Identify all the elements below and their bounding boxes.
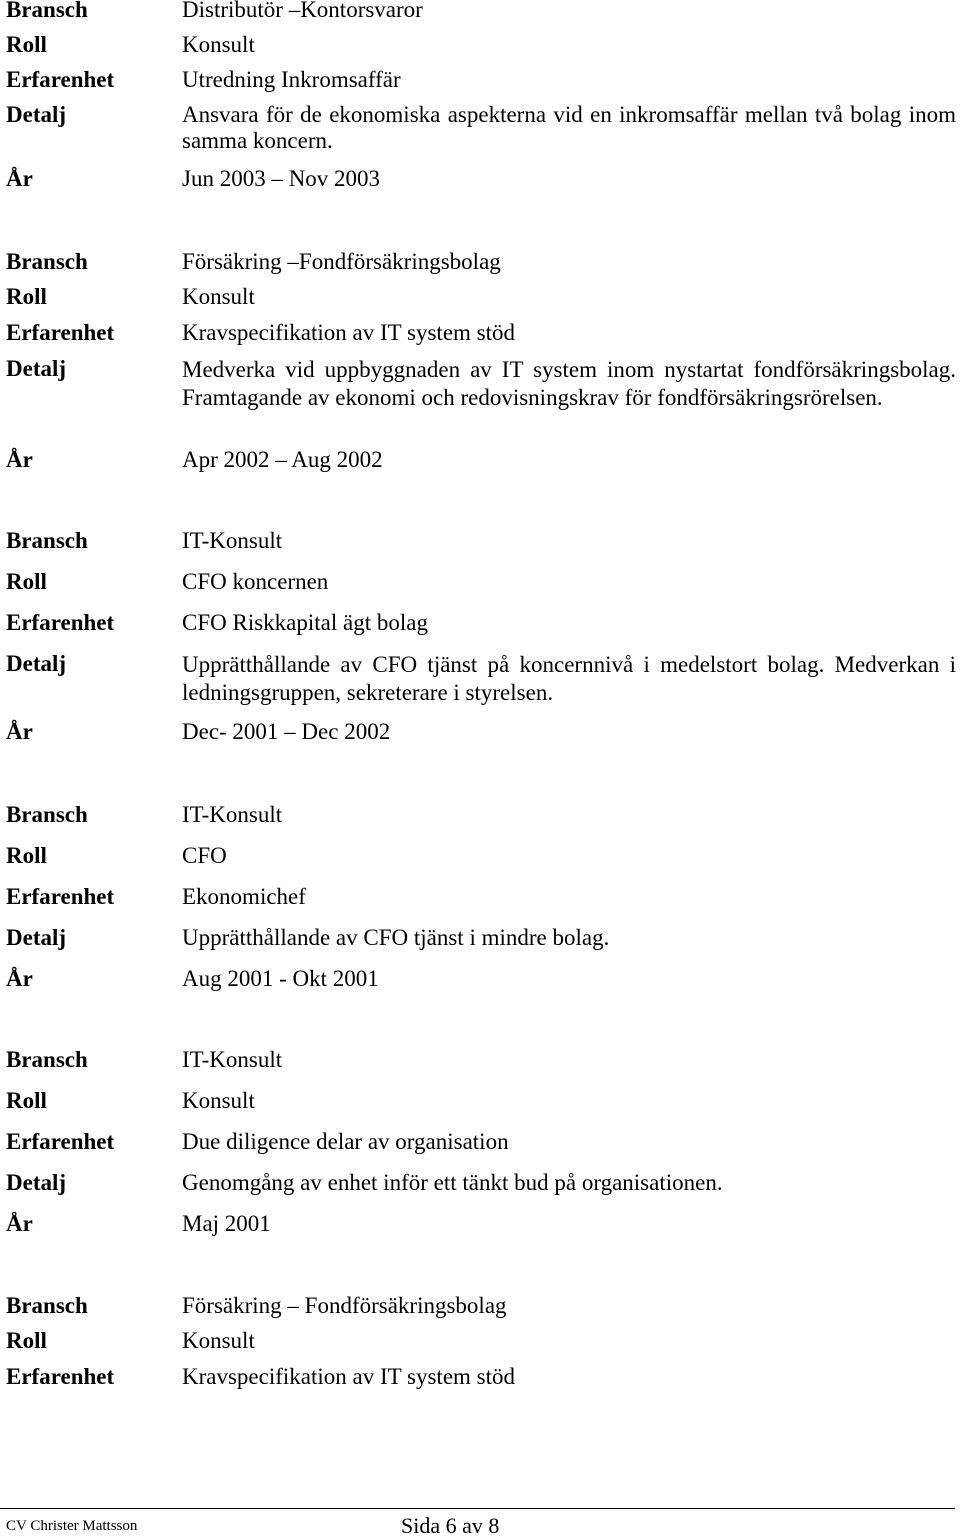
bransch-value: IT-Konsult	[182, 528, 283, 553]
erfarenhet-label: Erfarenhet	[6, 1364, 115, 1389]
bransch-value: Försäkring – Fondförsäkringsbolag	[182, 1293, 507, 1318]
erfarenhet-label: Erfarenhet	[6, 884, 115, 909]
page-number: Sida 6 av 8	[401, 1513, 500, 1538]
footer-author: CV Christer Mattsson	[6, 1518, 138, 1534]
roll-label: Roll	[6, 569, 47, 594]
bransch-label: Bransch	[6, 802, 88, 827]
ar-value: Aug 2001 - Okt 2001	[182, 966, 379, 991]
erfarenhet-label: Erfarenhet	[6, 610, 115, 635]
ar-label: År	[6, 966, 33, 991]
detalj-label: Detalj	[6, 925, 67, 950]
erfarenhet-label: Erfarenhet	[6, 1129, 115, 1154]
detalj-label: Detalj	[6, 356, 67, 381]
ar-value: Dec- 2001 – Dec 2002	[182, 719, 391, 744]
bransch-label: Bransch	[6, 1047, 88, 1072]
erfarenhet-label: Erfarenhet	[6, 67, 115, 92]
bransch-label: Bransch	[6, 249, 88, 274]
erfarenhet-value: Utredning Inkromsaffär	[182, 67, 401, 92]
detalj-label: Detalj	[6, 651, 67, 676]
erfarenhet-value: Kravspecifikation av IT system stöd	[182, 320, 516, 345]
roll-label: Roll	[6, 1088, 47, 1113]
ar-label: År	[6, 166, 33, 191]
ar-value: Maj 2001	[182, 1211, 271, 1236]
roll-value: Konsult	[182, 32, 255, 57]
roll-label: Roll	[6, 284, 47, 309]
roll-label: Roll	[6, 32, 47, 57]
detalj-value: Genomgång av enhet inför ett tänkt bud på organisationen.	[182, 1170, 723, 1195]
erfarenhet-value: CFO Riskkapital ägt bolag	[182, 610, 428, 635]
ar-label: År	[6, 719, 33, 744]
bransch-label: Bransch	[6, 528, 88, 553]
erfarenhet-value: Ekonomichef	[182, 884, 306, 909]
ar-label: År	[6, 447, 33, 472]
erfarenhet-value: Due diligence delar av organisation	[182, 1129, 509, 1154]
roll-value: Konsult	[182, 284, 255, 309]
detalj-value: Ansvara för de ekonomiska aspekterna vid en inkromsaffär mellan två bolag inom samma koncern.	[182, 102, 956, 153]
ar-value: Apr 2002 – Aug 2002	[182, 447, 383, 472]
footer-divider	[0, 1508, 955, 1509]
ar-label: År	[6, 1211, 33, 1236]
roll-label: Roll	[6, 843, 47, 868]
bransch-value: Försäkring –Fondförsäkringsbolag	[182, 249, 501, 274]
bransch-value: IT-Konsult	[182, 802, 283, 827]
bransch-value: Distributör –Kontorsvaror	[182, 0, 423, 22]
detalj-label: Detalj	[6, 1170, 67, 1195]
bransch-value: IT-Konsult	[182, 1047, 283, 1072]
roll-label: Roll	[6, 1328, 47, 1353]
detalj-value: Upprätthållande av CFO tjänst i mindre bolag.	[182, 925, 610, 950]
roll-value: Konsult	[182, 1088, 255, 1113]
detalj-label: Detalj	[6, 102, 67, 127]
roll-value: Konsult	[182, 1328, 255, 1353]
bransch-label: Bransch	[6, 1293, 88, 1318]
erfarenhet-value: Kravspecifikation av IT system stöd	[182, 1364, 516, 1389]
roll-value: CFO	[182, 843, 227, 868]
ar-value: Jun 2003 – Nov 2003	[182, 166, 381, 191]
roll-value: CFO koncernen	[182, 569, 329, 594]
bransch-label: Bransch	[6, 0, 88, 22]
detalj-value: Upprätthållande av CFO tjänst på koncernnivå i medelstort bolag. Medverkan i ledningsgruppen, sekreterare i styrelsen.	[182, 652, 956, 705]
detalj-value: Medverka vid uppbyggnaden av IT system inom nystartat fondförsäkringsbolag. Framtagande av ekonomi och redovisningskrav för fondförsäkringsrörelsen.	[182, 357, 956, 410]
erfarenhet-label: Erfarenhet	[6, 320, 115, 345]
